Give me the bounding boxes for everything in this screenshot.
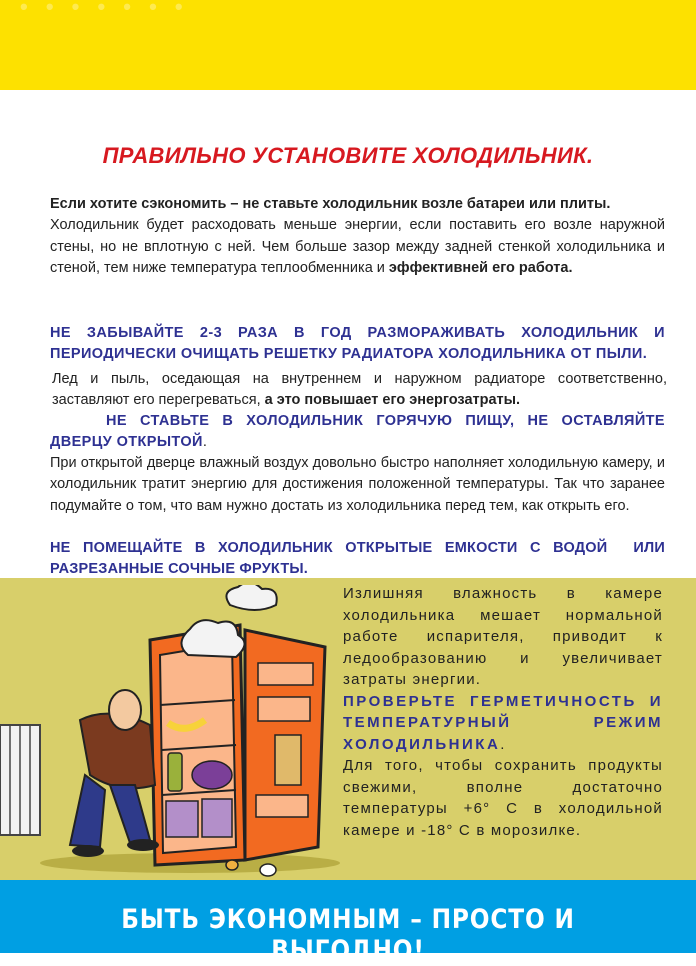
placement-tail: эффективней его работа. — [388, 259, 573, 276]
open-containers-heading-b: ИЛИ РАЗРЕЗАННЫЕ СОЧНЫЕ ФРУКТЫ. — [50, 540, 665, 578]
temperature-paragraph: Для того, чтобы сохранить продукты свежими, вполне достаточно температуры +6° С в холодильной камере и -18° С в морозилке. — [343, 757, 663, 839]
placement-lead: Если хотите сэкономить – не ставьте холодильник возле батареи или плиты. — [50, 196, 611, 212]
radiator-icon — [0, 725, 40, 835]
humidity-paragraph: Излишняя влажность в камере холодильника мешает нормальной работе испарителя, приводит к ледообразованию и увеличивает затраты энергии. — [343, 585, 663, 688]
check-seal-dot: . — [500, 735, 506, 753]
section-open-containers — [50, 538, 665, 581]
page-title: ПРАВИЛЬНО УСТАНОВИТЕ ХОЛОДИЛЬНИК. — [102, 143, 594, 168]
right-column-text — [343, 583, 663, 841]
open-containers-heading-a: НЕ ПОМЕЩАЙТЕ В ХОЛОДИЛЬНИК ОТКРЫТЫЕ ЕМКОСТИ С ВОДОЙ — [50, 540, 608, 556]
placement-body: Холодильник будет расходовать меньше энергии, если поставить его возле наружной стены, но не вплотную с ней. Чем больше зазор между задней стенкой холодильника и стеной, тем ниже температура теплообменника и — [50, 217, 665, 276]
section-placement — [50, 194, 665, 279]
egg-icon — [260, 864, 276, 876]
faint-header-text: • • • • • • • — [20, 0, 189, 19]
slogan: БЫТЬ ЭКОНОМНЫМ – ПРОСТО И ВЫГОДНО! — [121, 904, 575, 966]
fridge-icon — [150, 620, 245, 865]
defrost-body: Лед и пыль, оседающая на внутреннем и наружном радиаторе соответственно, заставляют его перегреваться, — [52, 371, 667, 409]
defrost-heading: НЕ ЗАБЫВАЙТЕ 2-3 РАЗА В ГОД РАЗМОРАЖИВАТЬ ХОЛОДИЛЬНИК И ПЕРИОДИЧЕСКИ ОЧИЩАТЬ РЕШЕТКУ РАДИАТОРА ХОЛОДИЛЬНИКА ОТ ПЫЛИ. — [50, 325, 665, 363]
orange-icon — [226, 860, 238, 870]
section-defrost-body — [52, 369, 667, 412]
hot-food-dot: . — [202, 434, 208, 451]
check-seal-heading: ПРОВЕРЬТЕ ГЕРМЕТИЧНОСТЬ И ТЕМПЕРАТУРНЫЙ РЕЖИМ ХОЛОДИЛЬНИКА — [343, 692, 663, 753]
top-yellow-band — [0, 0, 696, 90]
defrost-tail: а это повышает его энергозатраты. — [264, 392, 521, 409]
man-icon — [70, 690, 159, 857]
refrigerator-illustration — [0, 585, 340, 880]
hot-food-body: При открытой дверце влажный воздух довольно быстро наполняет холодильную камеру, и холодильник тратит энергию для достижения положенной температуры. Так что заранее подумайте о том, что вам нужно достать из холодильника перед тем, как открыть его. — [50, 455, 665, 514]
hot-food-heading: НЕ СТАВЬТЕ В ХОЛОДИЛЬНИК ГОРЯЧУЮ ПИЩУ, НЕ ОСТАВЛЯЙТЕ ДВЕРЦУ ОТКРЫТОЙ — [50, 413, 665, 451]
section-hot-food-heading — [50, 411, 665, 454]
